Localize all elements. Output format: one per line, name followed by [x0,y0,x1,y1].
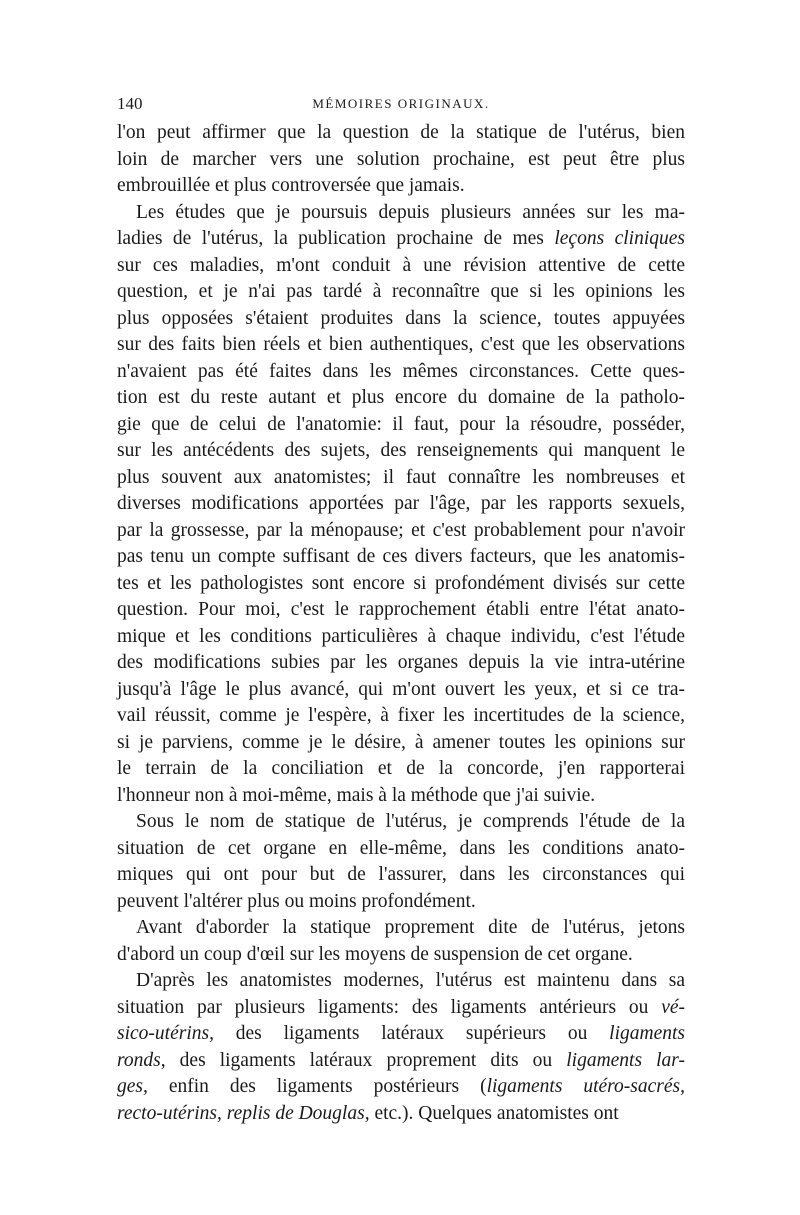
text-line: Les études que je poursuis depuis plusieurs années sur les ma- [136,201,685,223]
text-line: Sous le nom de statique de l'utérus, je comprends l'étude de la [136,811,685,832]
text-line: ges, enfin des ligaments postérieurs (ligaments utéro-sacrés, [117,1076,685,1097]
page-number: 140 [117,94,143,113]
italic-text: leçons cliniques [554,228,685,249]
text-line: si je parviens, comme je le désire, à amener toutes les opinions sur [117,731,685,753]
body-text [117,120,685,1127]
paragraph [117,120,685,200]
text-line: loin de marcher vers une solution prochaine, est peut être plus [117,148,685,170]
italic-text: ligaments [609,1023,685,1044]
paragraph [117,809,685,915]
text-line: des modifications subies par les organes depuis la vie intra-utérine [117,652,685,673]
text-line: situation de cet organe en elle-même, dans les conditions anato- [117,837,685,859]
italic-text: ligaments lar- [566,1049,685,1071]
text-line: vail réussit, comme je l'espère, à fixer les incertitudes de la science, [117,705,685,726]
running-head [117,94,685,120]
text-line: situation par plusieurs ligaments: des ligaments antérieurs ou vé- [117,996,685,1018]
paragraph [117,200,685,810]
text-line: sur des faits bien réels et bien authentiques, c'est que les observations [117,334,685,355]
text-line: le terrain de la conciliation et de la concorde, j'en rapporterai [117,758,685,779]
text-line: par la grossesse, par la ménopause; et c'est probablement pour n'avoir [117,519,685,541]
text-line: Avant d'aborder la statique proprement dite de l'utérus, jetons [136,917,685,938]
italic-text: sico-utérins, [117,1023,214,1044]
text-line: ladies de l'utérus, la publication prochaine de mes leçons cliniques [117,228,685,249]
text-line: plus opposées s'étaient produites dans la science, toutes appuyées [117,307,685,329]
text-line: recto-utérins, replis de Douglas, etc.). Quelques anatomistes ont [117,1102,619,1124]
text-line: gie que de celui de l'anatomie: il faut, pour la résoudre, posséder, [117,413,685,435]
text-line: miques qui ont pour but de l'assurer, dans les circonstances qui [117,864,685,885]
text-line: peuvent l'altérer plus ou moins profondément. [117,890,476,912]
italic-text: vé- [661,996,685,1018]
text-line: mique et les conditions particulières à chaque individu, c'est l'étude [117,625,685,647]
text-line: D'après les anatomistes modernes, l'utérus est maintenu dans sa [136,970,685,991]
text-line: jusqu'à l'âge le plus avancé, qui m'ont ouvert les yeux, et si ce tra- [117,678,685,700]
text-line: l'on peut affirmer que la question de la statique de l'utérus, bien [117,122,685,143]
text-line: ronds, des ligaments latéraux proprement dits ou ligaments lar- [117,1049,685,1071]
text-line: sur ces maladies, m'ont conduit à une révision attentive de cette [117,254,685,276]
text-line: question. Pour moi, c'est le rapprochement établi entre l'état anato- [117,599,685,620]
text-line: tion est du reste autant et plus encore du domaine de la patholo- [117,387,685,408]
text-line: sur les antécédents des sujets, des renseignements qui manquent le [117,440,685,461]
text-line: n'avaient pas été faites dans les mêmes circonstances. Cette ques- [117,360,685,382]
text-line: diverses modifications apportées par l'âge, par les rapports sexuels, [117,493,685,514]
text-line: tes et les pathologistes sont encore si profondément divisés sur cette [117,572,685,594]
italic-text: ligaments utéro-sacrés, [486,1076,685,1097]
paragraph [117,968,685,1127]
text-line: pas tenu un compte suffisant de ces divers facteurs, que les anatomis- [117,546,685,567]
italic-text: ges, [117,1076,148,1097]
running-title: MÉMOIRES ORIGINAUX. [312,96,490,111]
italic-text: ronds [117,1049,161,1071]
book-page [117,94,685,1127]
text-line: sico-utérins, des ligaments latéraux supérieurs ou ligaments [117,1023,685,1044]
text-line: question, et je n'ai pas tardé à reconnaître que si les opinions les [117,281,685,302]
text-line: plus souvent aux anatomistes; il faut connaître les nombreuses et [117,466,685,488]
text-line: l'honneur non à moi-même, mais à la méthode que j'ai suivie. [117,784,596,806]
text-line: embrouillée et plus controversée que jamais. [117,175,465,196]
paragraph [117,915,685,968]
text-line: d'abord un coup d'œil sur les moyens de suspension de cet organe. [117,943,633,965]
italic-text: recto-utérins, replis de Douglas, [117,1102,370,1124]
